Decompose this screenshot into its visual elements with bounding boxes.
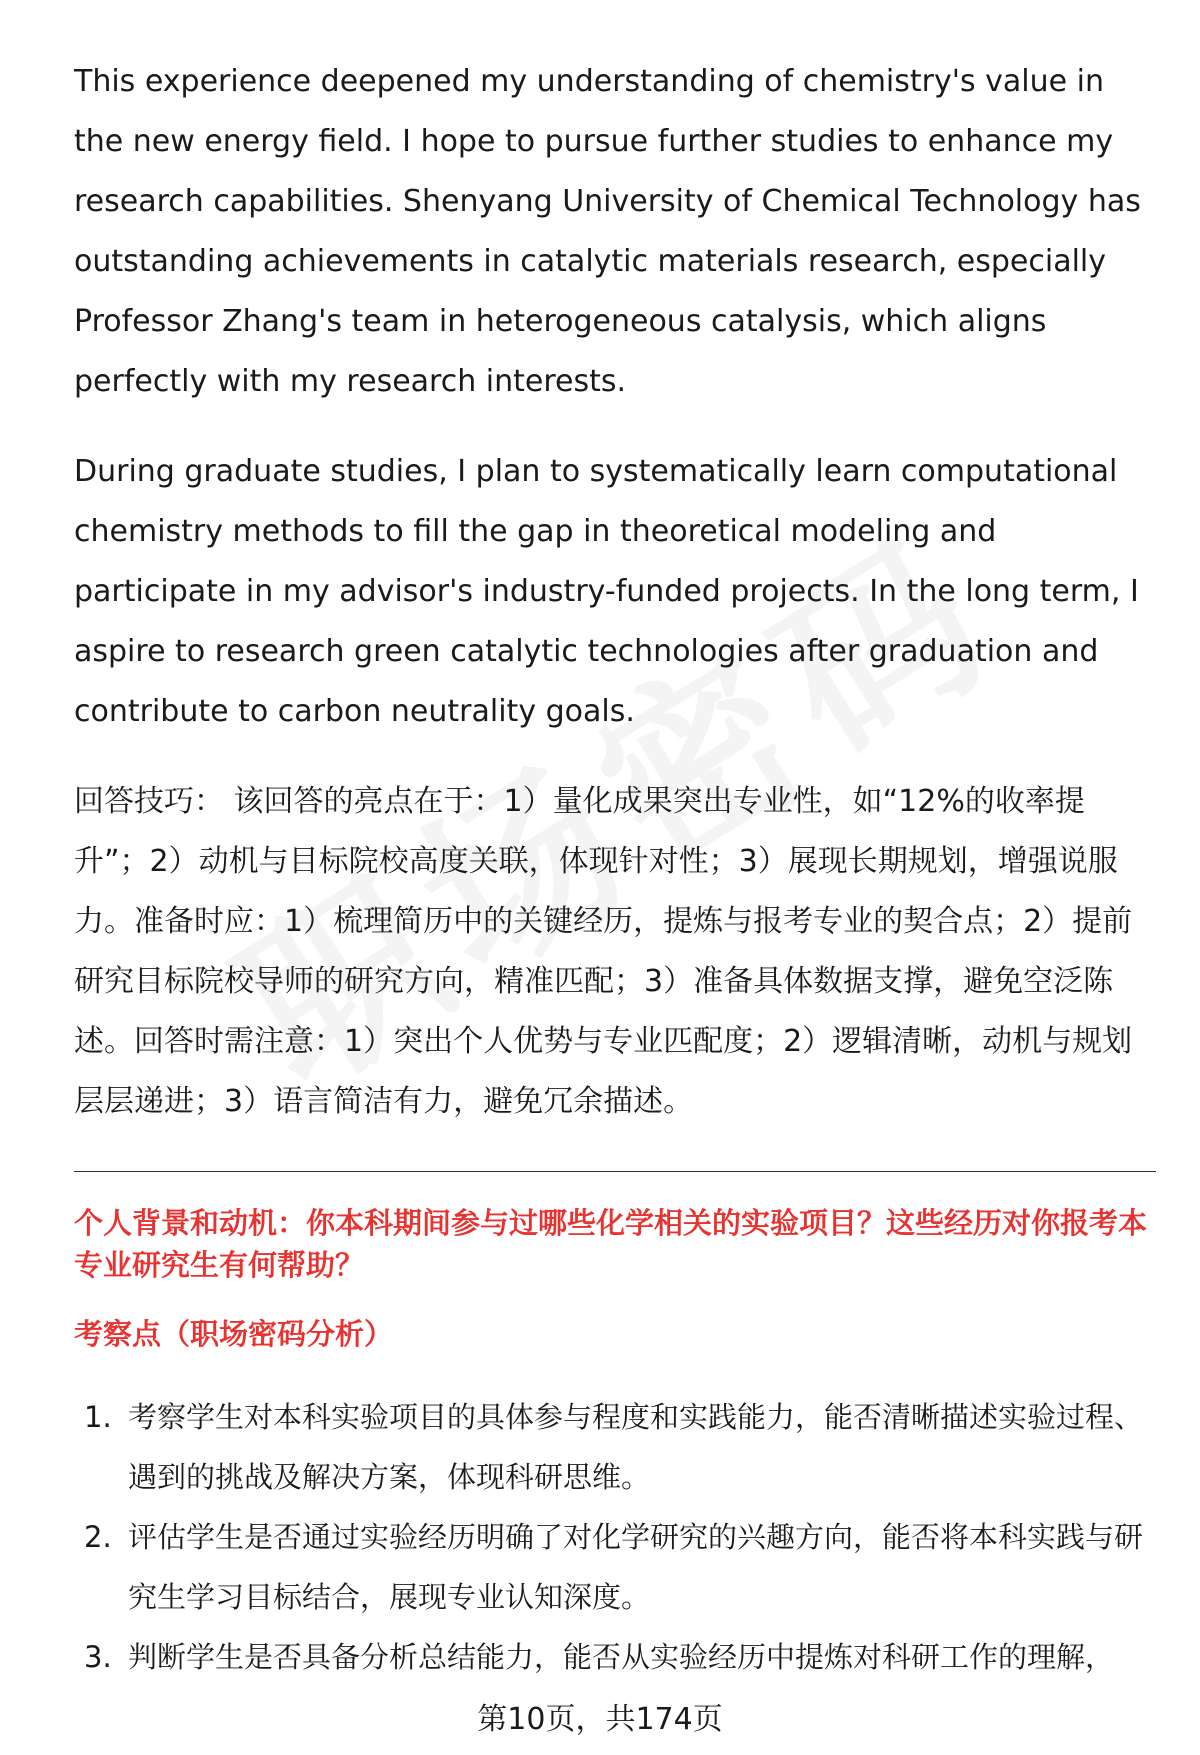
section-divider bbox=[74, 1171, 1156, 1172]
paragraph-graduate-plan: During graduate studies, I plan to systematically learn computational chemistry methods to fill the gap in theoretical modeling and participate in my advisor's industry-funded projects. In the long term, I aspire to research green catalytic technologies after graduation and contribute to carbon neutrality goals. bbox=[74, 454, 1139, 729]
list-item-text: 考察学生对本科实验项目的具体参与程度和实践能力，能否清晰描述实验过程、遇到的挑战及解决方案，体现科研思维。 bbox=[128, 1400, 1144, 1494]
paragraph-experience: This experience deepened my understanding of chemistry's value in the new energy field. I hope to pursue further studies to enhance my research capabilities. Shenyang University of Chemical Technology has outstanding achievements in catalytic materials research, especially Professor Zhang's team in heterogeneous catalysis, which aligns perfectly with my research interests. bbox=[74, 64, 1141, 399]
list-item-number: 1. bbox=[84, 1400, 112, 1434]
page-number: 第10页，共174页 bbox=[477, 1702, 723, 1737]
list-item-number: 3. bbox=[84, 1640, 112, 1674]
page-body bbox=[74, 52, 1156, 1132]
list-item bbox=[74, 1507, 1156, 1627]
list-item bbox=[74, 1387, 1156, 1507]
question-heading: 个人背景和动机：你本科期间参与过哪些化学相关的实验项目？这些经历对你报考本专业研究生有何帮助？ bbox=[74, 1206, 1148, 1282]
assessment-points-heading: 考察点（职场密码分析） bbox=[74, 1317, 394, 1351]
list-item bbox=[74, 1627, 1156, 1687]
list-item-number: 2. bbox=[84, 1520, 112, 1554]
list-item-text: 评估学生是否通过实验经历明确了对化学研究的兴趣方向，能否将本科实践与研究生学习目标结合，展现专业认知深度。 bbox=[128, 1520, 1144, 1614]
answer-tips: 回答技巧： 该回答的亮点在于：1）量化成果突出专业性，如“12%的收率提升”；2）动机与目标院校高度关联，体现针对性；3）展现长期规划，增强说服力。准备时应：1）梳理简历中的关键经历，提炼与报考专业的契合点；2）提前研究目标院校导师的研究方向，精准匹配；3）准备具体数据支撑，避免空泛陈述。回答时需注意：1）突出个人优势与专业匹配度；2）逻辑清晰，动机与规划层层递进；3）语言简洁有力，避免冗余描述。 bbox=[74, 784, 1133, 1119]
assessment-points-list bbox=[74, 1387, 1156, 1687]
list-item-text: 判断学生是否具备分析总结能力，能否从实验经历中提炼对科研工作的理解， bbox=[128, 1640, 1115, 1674]
